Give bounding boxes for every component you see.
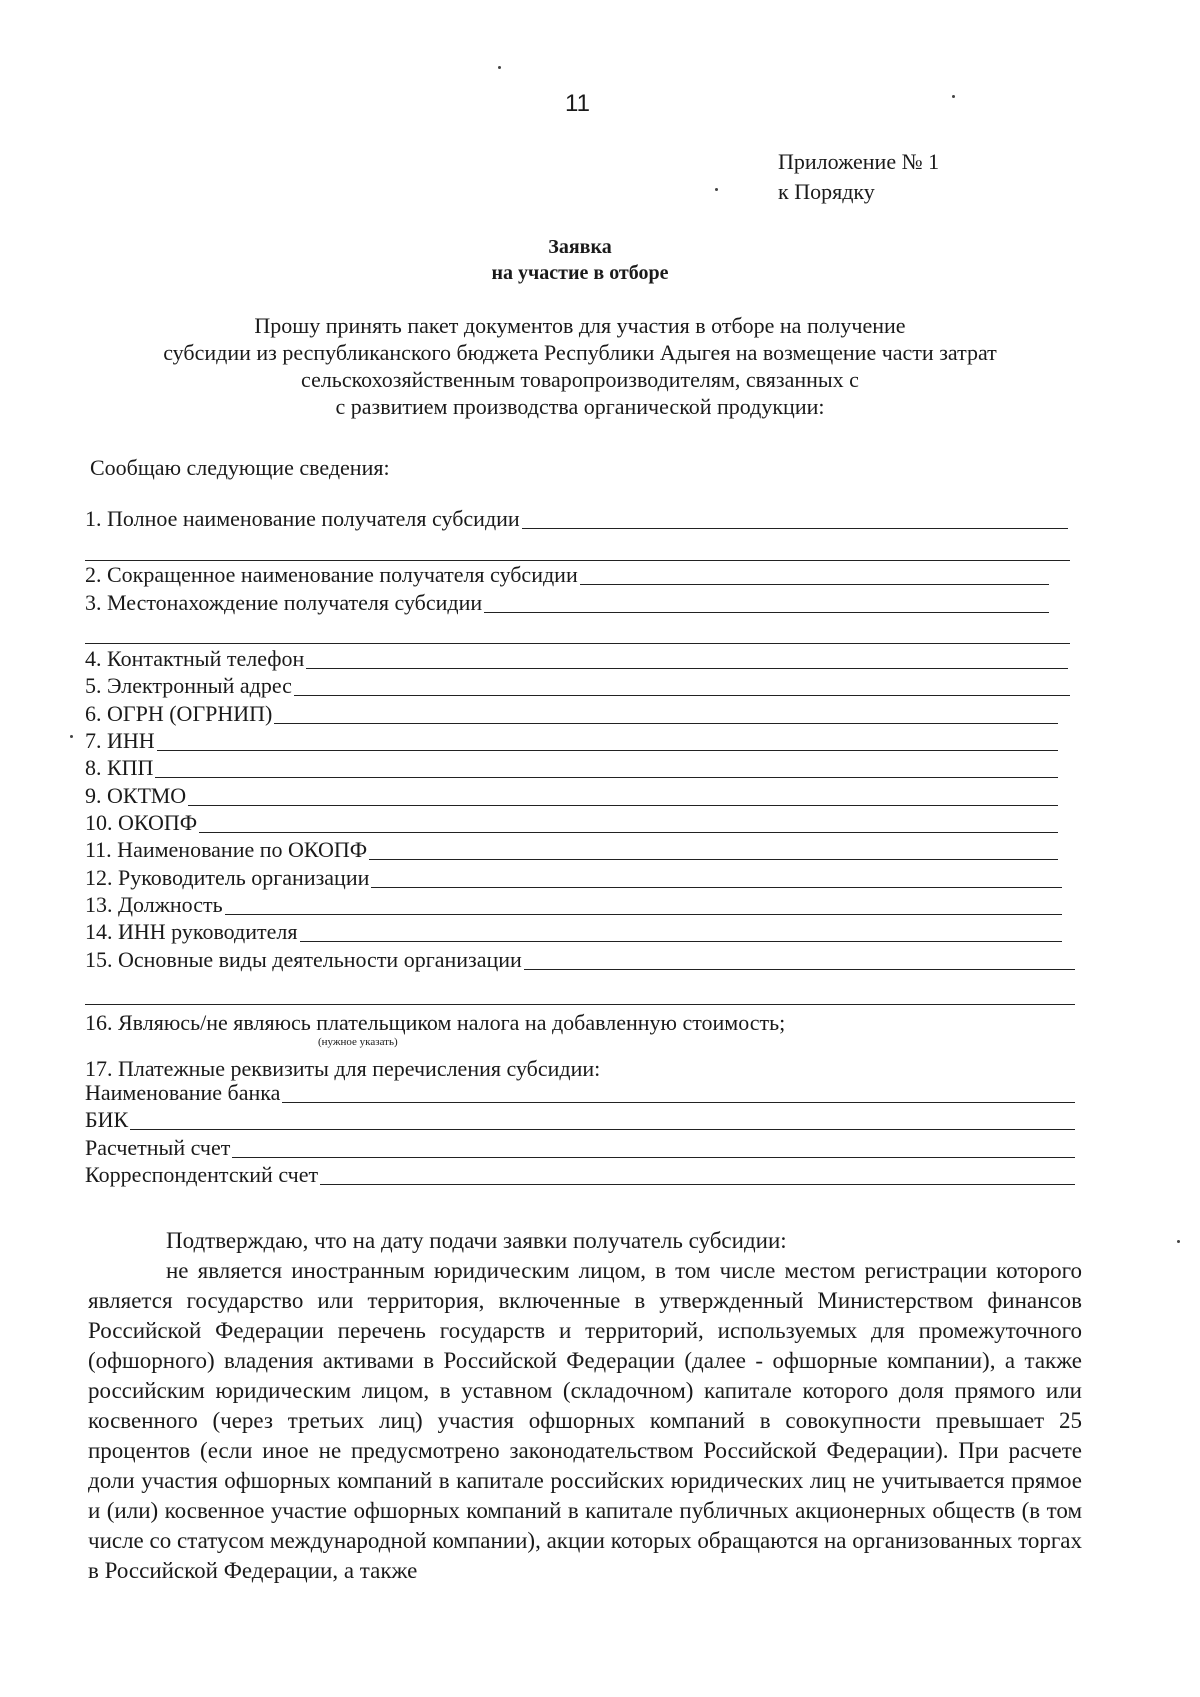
field-okopf[interactable] bbox=[85, 810, 1058, 836]
field-label: 3. Местонахождение получателя субсидии bbox=[85, 590, 483, 615]
appendix-line-2: к Порядку bbox=[778, 179, 875, 204]
payment-heading: 17. Платежные реквизиты для перечисления субсидии: bbox=[85, 1056, 601, 1081]
scan-speck bbox=[1177, 1240, 1180, 1243]
field-head[interactable] bbox=[85, 865, 1062, 891]
field-location[interactable] bbox=[85, 590, 1049, 616]
fill-line bbox=[188, 805, 1058, 806]
confirmation-lead: Подтверждаю, что на дату подачи заявки получатель субсидии: bbox=[166, 1228, 787, 1253]
appendix-reference bbox=[778, 147, 939, 207]
field-email[interactable] bbox=[85, 673, 1070, 699]
scan-speck bbox=[498, 66, 501, 69]
continuation-line[interactable] bbox=[85, 643, 1070, 644]
field-position[interactable] bbox=[85, 892, 1062, 918]
field-label: БИК bbox=[85, 1107, 129, 1132]
confirmation-paragraph bbox=[88, 1226, 1082, 1586]
field-label: 5. Электронный адрес bbox=[85, 673, 292, 698]
field-label: 15. Основные виды деятельности организации bbox=[85, 947, 522, 972]
field-label: 7. ИНН bbox=[85, 728, 155, 753]
field-label: Корреспондентский счет bbox=[85, 1162, 319, 1187]
field-full-name[interactable] bbox=[85, 506, 1068, 532]
field-label: 14. ИНН руководителя bbox=[85, 919, 298, 944]
fill-line bbox=[369, 859, 1058, 860]
field-account[interactable] bbox=[85, 1135, 1075, 1161]
confirmation-body: не является иностранным юридическим лицом, в том числе местом регистрации которого является государство или территория, включенные в утвержденный Министерством финансов Российской Федерации перечень государств и территорий, используемых для промежуточного (офшорного) владения активами в Российской Федерации (далее - офшорные компании), а также российским юридическим лицом, в уставном (складочном) капитале которого доля прямого или косвенного (через третьих лиц) участия офшорных компаний в совокупности превышает 25 процентов (если иное не предусмотрено законодательством Российской Федерации). При расчете доли участия офшорных компаний в капитале российских юридических лиц не учитывается прямое и (или) косвенное участие офшорных компаний в капитале публичных акционерных обществ (в том числе со статусом международной компании), акции которых обращаются на организованных торгах в Российской Федерации, а также bbox=[88, 1258, 1082, 1583]
fill-line bbox=[294, 695, 1070, 696]
fill-line bbox=[300, 941, 1063, 942]
fill-line bbox=[524, 969, 1075, 970]
fill-line bbox=[199, 832, 1058, 833]
fill-line bbox=[232, 1157, 1075, 1158]
fill-line bbox=[274, 723, 1058, 724]
field-bik[interactable] bbox=[85, 1107, 1075, 1133]
field-label: 2. Сокращенное наименование получателя субсидии bbox=[85, 562, 578, 587]
fill-line bbox=[371, 887, 1062, 888]
document-subtitle: на участие в отборе bbox=[491, 262, 669, 284]
intro-line-2: субсидии из республиканского бюджета Республики Адыгея на возмещение части затрат bbox=[163, 340, 997, 365]
continuation-line[interactable] bbox=[85, 1004, 1075, 1005]
vat-hint: (нужное указать) bbox=[318, 1036, 398, 1048]
field-short-name[interactable] bbox=[85, 562, 1049, 588]
field-phone[interactable] bbox=[85, 646, 1068, 672]
scan-speck bbox=[715, 188, 718, 191]
field-bank-name[interactable] bbox=[85, 1080, 1075, 1106]
intro-line-4: с развитием производства органической продукции: bbox=[335, 394, 825, 419]
field-label: Наименование банка bbox=[85, 1080, 281, 1105]
inform-heading: Сообщаю следующие сведения: bbox=[90, 455, 390, 480]
field-oktmo[interactable] bbox=[85, 783, 1058, 809]
fill-line bbox=[130, 1129, 1075, 1130]
appendix-line-1: Приложение № 1 bbox=[778, 149, 940, 174]
fill-line bbox=[157, 750, 1058, 751]
field-label: 13. Должность bbox=[85, 892, 223, 917]
fill-line bbox=[225, 914, 1062, 915]
fill-line bbox=[522, 528, 1068, 529]
field-okopf-name[interactable] bbox=[85, 837, 1058, 863]
field-inn[interactable] bbox=[85, 728, 1058, 754]
page-number: 11 bbox=[565, 90, 590, 117]
fill-line bbox=[282, 1102, 1075, 1103]
field-corr-account[interactable] bbox=[85, 1162, 1075, 1188]
fill-line bbox=[320, 1184, 1075, 1185]
scan-speck bbox=[952, 95, 955, 98]
field-label: Расчетный счет bbox=[85, 1135, 231, 1160]
intro-line-1: Прошу принять пакет документов для участия в отборе на получение bbox=[254, 313, 906, 338]
fill-line bbox=[484, 612, 1049, 613]
continuation-line[interactable] bbox=[85, 560, 1070, 561]
field-label: 6. ОГРН (ОГРНИП) bbox=[85, 701, 273, 726]
field-label: 8. КПП bbox=[85, 755, 154, 780]
field-label: 10. ОКОПФ bbox=[85, 810, 198, 835]
fill-line bbox=[306, 668, 1068, 669]
fill-line bbox=[580, 584, 1049, 585]
field-label: 4. Контактный телефон bbox=[85, 646, 305, 671]
fill-line bbox=[155, 777, 1058, 778]
scan-speck bbox=[70, 735, 73, 738]
field-label: 1. Полное наименование получателя субсидии bbox=[85, 506, 520, 531]
field-head-inn[interactable] bbox=[85, 919, 1062, 945]
field-kpp[interactable] bbox=[85, 755, 1058, 781]
field-label: 11. Наименование по ОКОПФ bbox=[85, 837, 368, 862]
field-label: 12. Руководитель организации bbox=[85, 865, 370, 890]
field-ogrn[interactable] bbox=[85, 701, 1058, 727]
vat-statement: 16. Являюсь/не являюсь плательщиком налога на добавленную стоимость; bbox=[85, 1010, 786, 1035]
field-label: 9. ОКТМО bbox=[85, 783, 187, 808]
intro-line-3: сельскохозяйственным товаропроизводителям, связанных с bbox=[301, 367, 859, 392]
field-activities[interactable] bbox=[85, 947, 1075, 973]
document-title: Заявка bbox=[548, 236, 612, 258]
